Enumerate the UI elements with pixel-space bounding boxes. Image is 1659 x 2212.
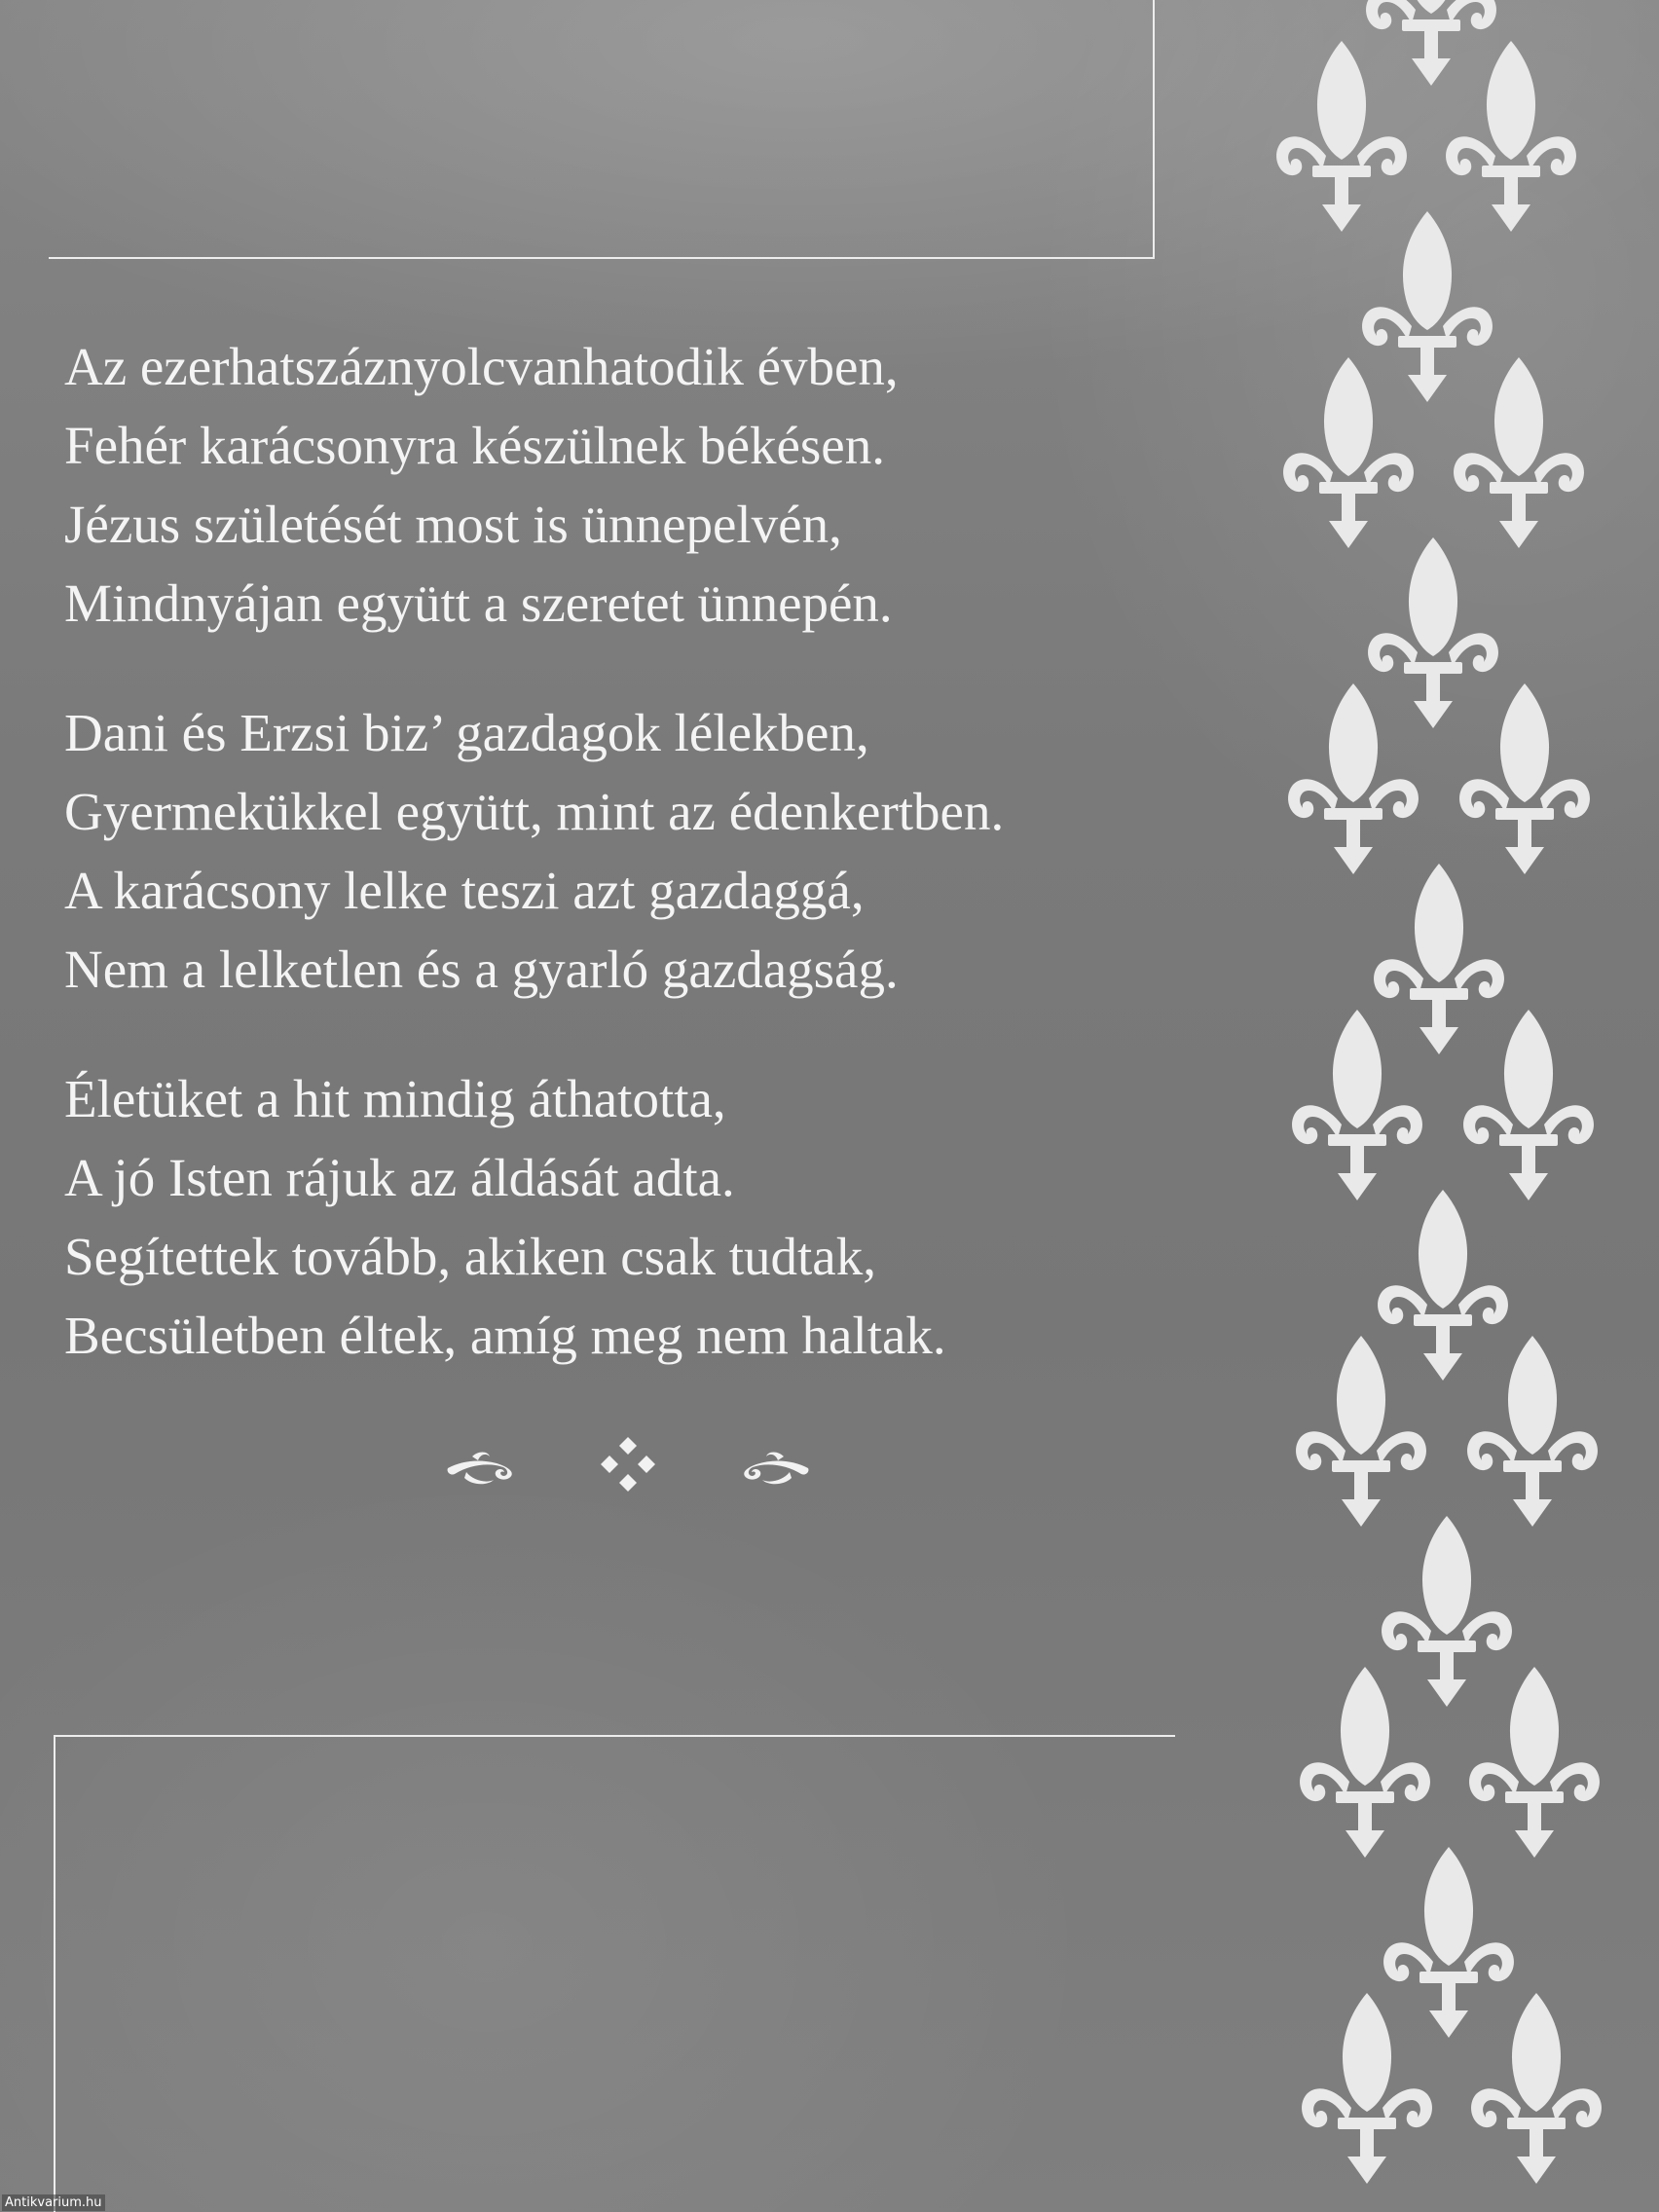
- frame-top-vertical-rule: [1153, 0, 1155, 259]
- stanza-1: [64, 327, 1233, 643]
- fleur-de-lis-icon: [1469, 1667, 1600, 1858]
- poem-line: Életüket a hit mindig áthatotta,: [64, 1069, 726, 1128]
- poem-line: Nem a lelketlen és a gyarló gazdagság.: [64, 940, 899, 999]
- fleur-de-lis-icon: [1283, 357, 1414, 548]
- poem: [64, 327, 1233, 1425]
- fleur-de-lis-icon: [1446, 41, 1576, 232]
- fleur-de-lis-icon: [1378, 1190, 1508, 1381]
- fleur-de-lis-column: [1256, 0, 1659, 2212]
- stanza-3: [64, 1059, 1233, 1375]
- stanza-2: [64, 693, 1233, 1009]
- fleur-de-lis-icon: [1383, 1847, 1514, 2038]
- poem-line: Az ezerhatszáznyolcvanhatodik évben,: [64, 337, 899, 396]
- frame-top-horizontal-rule: [49, 257, 1155, 259]
- fleur-de-lis-icon: [1288, 683, 1419, 874]
- poem-line: A jó Isten rájuk az áldását adta.: [64, 1148, 735, 1207]
- scroll-diamond-divider-icon: [443, 1431, 813, 1499]
- poem-line: Mindnyájan együtt a szeretet ünnepén.: [64, 573, 893, 633]
- fleur-de-lis-icon: [1362, 211, 1493, 402]
- poem-line: Jézus születését most is ünnepelvén,: [64, 495, 842, 554]
- watermark: Antikvarium.hu: [2, 2194, 105, 2211]
- fleur-de-lis-icon: [1467, 1336, 1598, 1527]
- poem-line: Segítettek tovább, akiken csak tudtak,: [64, 1227, 876, 1286]
- frame-bottom-vertical-rule: [54, 1735, 55, 2212]
- fleur-de-lis-icon: [1374, 864, 1504, 1054]
- fleur-de-lis-icon: [1276, 41, 1407, 232]
- poem-line: Fehér karácsonyra készülnek békésen.: [64, 416, 885, 475]
- poem-line: Dani és Erzsi biz’ gazdagok lélekben,: [64, 703, 869, 762]
- poem-line: Becsületben éltek, amíg meg nem haltak.: [64, 1306, 946, 1365]
- frame-bottom-horizontal-rule: [54, 1735, 1175, 1737]
- fleur-de-lis-icon: [1463, 1010, 1594, 1200]
- fleur-de-lis-icon: [1459, 683, 1590, 874]
- poem-line: Gyermekükkel együtt, mint az édenkertben.: [64, 782, 1005, 841]
- fleur-de-lis-icon: [1302, 1993, 1432, 2184]
- fleur-de-lis-icon: [1366, 0, 1496, 86]
- poem-line: A karácsony lelke teszi azt gazdaggá,: [64, 861, 865, 920]
- fleur-de-lis-icon: [1296, 1336, 1426, 1527]
- fleur-de-lis-icon: [1454, 357, 1584, 548]
- fleur-de-lis-icon: [1382, 1516, 1512, 1707]
- fleur-de-lis-icon: [1300, 1667, 1430, 1858]
- fleur-de-lis-icon: [1471, 1993, 1602, 2184]
- fleur-de-lis-icon: [1292, 1010, 1422, 1200]
- fleur-de-lis-icon: [1368, 537, 1498, 728]
